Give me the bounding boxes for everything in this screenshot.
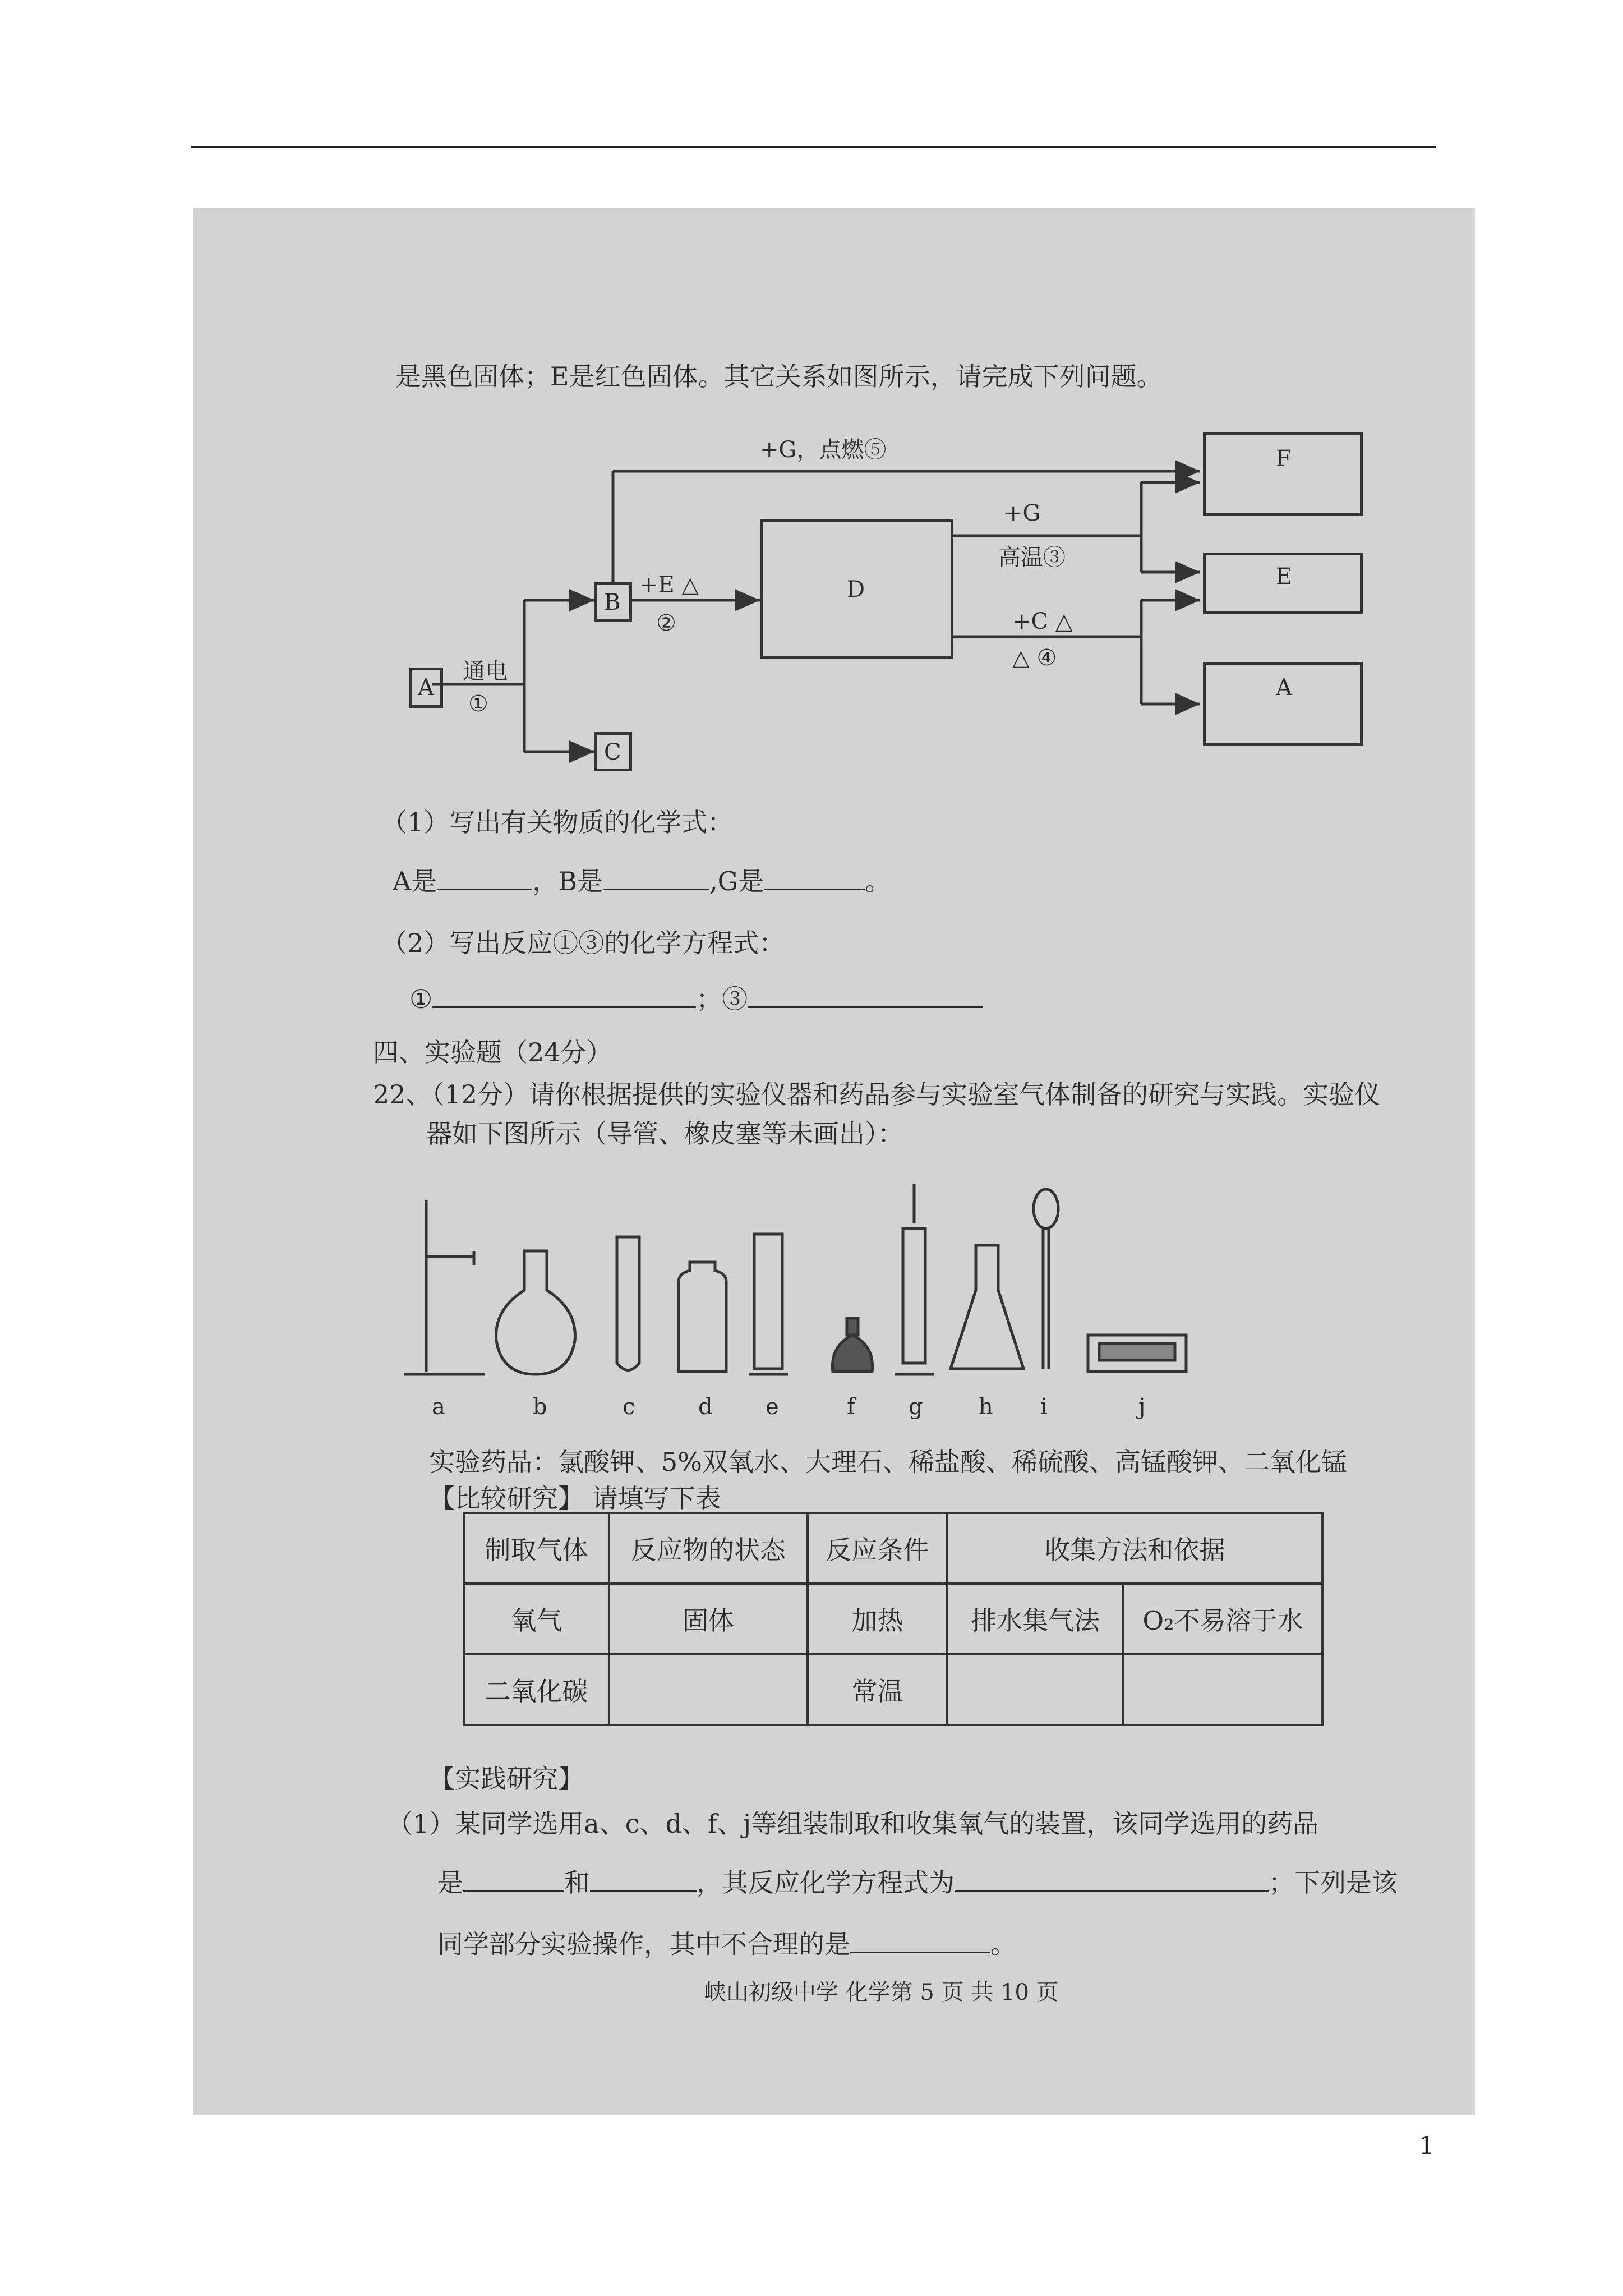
- edge-3-reagent: +G: [1004, 500, 1041, 526]
- table-header: 反应条件: [808, 1513, 947, 1584]
- table-cell: 固体: [609, 1584, 808, 1654]
- edge-2-condition: +E △: [639, 572, 699, 598]
- q22-line-1: 22、（12分）请你根据提供的实验仪器和药品参与实验室气体制备的研究与实践。实验仪: [373, 1079, 1381, 1110]
- table-header: 收集方法和依据: [947, 1513, 1322, 1584]
- equation-blank[interactable]: [955, 1890, 1269, 1892]
- node-e: E: [1203, 553, 1363, 614]
- conical-flask-icon: [951, 1245, 1023, 1369]
- table-row: [464, 1584, 1322, 1654]
- table-header: 反应物的状态: [609, 1513, 808, 1584]
- compare-title: 【比较研究】 请填写下表: [429, 1483, 721, 1513]
- drug-blank-1[interactable]: [463, 1890, 564, 1892]
- apparatus-label-i: i: [1040, 1394, 1048, 1420]
- edge-4-condition: △ ④: [1012, 645, 1057, 671]
- scanned-exam-page: [193, 208, 1475, 2115]
- table-cell: 二氧化碳: [464, 1654, 609, 1725]
- alcohol-lamp-icon: [832, 1318, 872, 1372]
- page-number: 1: [1419, 2132, 1435, 2160]
- q22-line-2: 器如下图所示（导管、橡皮塞等未画出）：: [426, 1119, 903, 1149]
- water-trough-icon: [1088, 1335, 1186, 1372]
- node-c: C: [594, 732, 632, 771]
- node-a: A: [409, 668, 443, 708]
- table-header-row: [464, 1513, 1322, 1584]
- round-flask-icon: [496, 1251, 575, 1374]
- practice-q1-line-2: 是 和 ，其反应化学方程式为 ；下列是该: [437, 1867, 1398, 1898]
- edge-3-condition: 高温③: [998, 545, 1066, 570]
- iron-stand-icon: [404, 1200, 485, 1374]
- edge-2-number: ②: [656, 610, 676, 636]
- practice-q1-line-3: 同学部分实验操作，其中不合理的是 。: [437, 1929, 1016, 1959]
- edge-5-condition: +G，点燃⑤: [760, 437, 887, 463]
- node-d: D: [760, 519, 953, 659]
- improper-operation-blank[interactable]: [850, 1952, 990, 1953]
- node-f: F: [1203, 432, 1363, 516]
- table-cell-blank[interactable]: [947, 1654, 1123, 1725]
- drugs-line: 实验药品：氯酸钾、5%双氧水、大理石、稀盐酸、稀硫酸、高锰酸钾、二氧化锰: [429, 1447, 1347, 1477]
- apparatus-label-a: a: [432, 1394, 445, 1420]
- apparatus-label-b: b: [533, 1394, 547, 1420]
- table-header: 制取气体: [464, 1513, 609, 1584]
- q2-prompt: （2）写出反应①③的化学方程式：: [381, 928, 785, 958]
- table-cell: 加热: [808, 1584, 947, 1654]
- intro-line: 是黑色固体；E是红色固体。其它关系如图所示，请完成下列问题。: [395, 361, 1163, 392]
- answer-blank-a[interactable]: [437, 889, 532, 890]
- apparatus-label-c: c: [623, 1394, 635, 1420]
- answer-blank-b[interactable]: [603, 889, 709, 890]
- apparatus-label-h: h: [979, 1394, 993, 1420]
- q2-answer-line: ① ；③: [409, 979, 983, 1016]
- long-neck-funnel-icon: [1034, 1189, 1058, 1369]
- practice-title: 【实践研究】: [429, 1764, 584, 1794]
- q1-answer-line: A是 ，B是 ,G是 。: [393, 866, 891, 896]
- node-b: B: [594, 582, 632, 622]
- apparatus-label-e: e: [766, 1394, 779, 1420]
- apparatus-label-f: f: [847, 1394, 855, 1420]
- header-rule: [191, 146, 1436, 148]
- exam-footer: 峡山初级中学 化学第 5 页 共 10 页: [704, 1980, 1059, 2005]
- answer-blank-g[interactable]: [764, 889, 865, 890]
- reagent-bottle-icon: [679, 1262, 726, 1372]
- edge-4-reagent: +C △: [1012, 609, 1073, 634]
- table-cell: 排水集气法: [947, 1584, 1123, 1654]
- table-cell-blank[interactable]: [609, 1654, 808, 1725]
- drug-blank-2[interactable]: [590, 1890, 697, 1892]
- apparatus-label-j: j: [1138, 1394, 1146, 1420]
- apparatus-drawing: [193, 1184, 1475, 1436]
- table-row: [464, 1654, 1322, 1725]
- apparatus-label-g: g: [909, 1394, 923, 1420]
- graduated-cylinder-icon: [749, 1234, 788, 1374]
- table-cell: O₂不易溶于水: [1123, 1584, 1322, 1654]
- q1-prompt: （1）写出有关物质的化学式：: [381, 807, 734, 838]
- burette-icon: [895, 1184, 934, 1374]
- table-cell-blank[interactable]: [1123, 1654, 1322, 1725]
- edge-1-number: ①: [468, 691, 488, 717]
- test-tube-icon: [617, 1237, 639, 1370]
- node-a-product: A: [1203, 662, 1363, 746]
- comparison-table: [463, 1512, 1324, 1726]
- equation-blank-1[interactable]: [432, 1006, 696, 1008]
- apparatus-label-d: d: [698, 1394, 713, 1420]
- practice-q1-line-1: （1）某同学选用a、c、d、f、j等组装制取和收集氧气的装置，该同学选用的药品: [387, 1809, 1319, 1839]
- edge-1-condition: 通电: [463, 659, 508, 684]
- equation-blank-3[interactable]: [748, 1006, 983, 1008]
- table-cell: 常温: [808, 1654, 947, 1725]
- section-4-title: 四、实验题（24分）: [373, 1037, 612, 1068]
- table-cell: 氧气: [464, 1584, 609, 1654]
